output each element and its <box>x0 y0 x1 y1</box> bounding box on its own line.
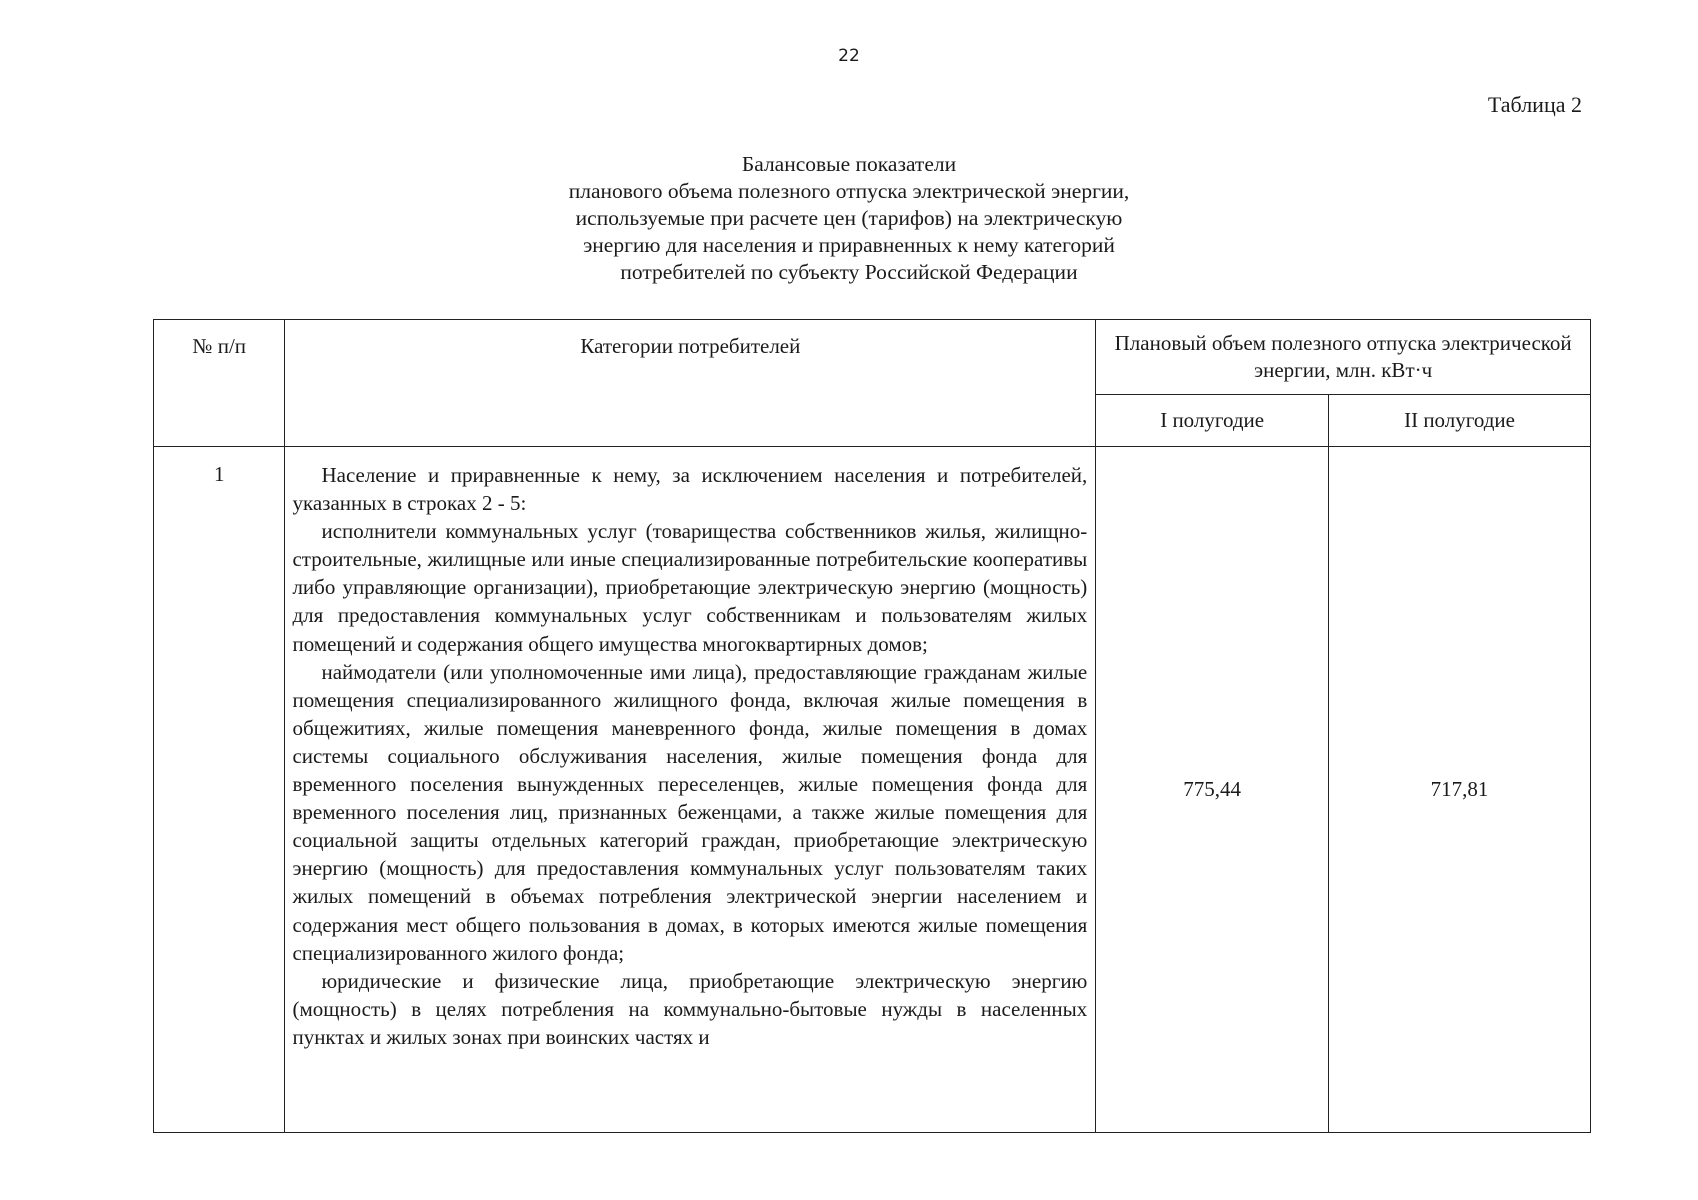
table-caption: Таблица 2 <box>1487 92 1582 117</box>
header-half-1: I полугодие <box>1096 395 1329 447</box>
page-number: 22 <box>838 46 860 66</box>
header-volume: Плановый объем полезного отпуска электрической энергии, млн. кВт·ч <box>1096 320 1591 395</box>
category-paragraph: наймодатели (или уполномоченные ими лица), предоставляющие гражданам жилые помещения специализированного жилищного фонда, включая жилые помещения в общежитиях, жилые помещения маневренного фонда, жилые помещения в домах системы социального обслуживания населения, жилые помещения фонда для временного поселения вынужденных переселенцев, жилые помещения фонда для временного поселения лиц, признанных беженцами, а также жилые помещения для социальной защиты отдельных категорий граждан, приобретающие электрическую энергию (мощность) для предоставления коммунальных услуг пользователям таких жилых помещений в объемах потребления электрической энергии населением и содержания мест общего пользования в домах, в которых имеются жилые помещения специализированного жилого фонда; <box>292 659 1088 965</box>
table-header-row <box>154 320 1591 395</box>
table-row <box>154 447 1591 1133</box>
header-category: Категории потребителей <box>285 320 1096 447</box>
title-line: используемые при расчете цен (тарифов) на электрическую <box>575 206 1123 230</box>
row-value-half-1: 775,44 <box>1096 447 1329 1133</box>
title-line: Балансовые показатели <box>741 152 957 176</box>
header-half-2: II полугодие <box>1329 395 1591 447</box>
balance-table <box>153 319 1591 1133</box>
title-line: планового объема полезного отпуска электрической энергии, <box>568 179 1130 203</box>
title-line: энергию для населения и приравненных к нему категорий <box>583 233 1115 257</box>
category-paragraph: исполнители коммунальных услуг (товарищества собственников жилья, жилищно-строительные, жилищные или иные специализированные потребительские кооперативы либо управляющие организации), приобретающие электрическую энергию (мощность) для предоставления коммунальных услуг собственникам и пользователям жилых помещений и содержания общего имущества многоквартирных домов; <box>292 519 1088 656</box>
title-line: потребителей по субъекту Российской Федерации <box>620 260 1078 284</box>
row-number: 1 <box>154 447 285 1133</box>
row-value-half-2: 717,81 <box>1329 447 1591 1133</box>
header-number: № п/п <box>154 320 285 447</box>
document-title <box>400 151 1298 286</box>
category-paragraph: Население и приравненные к нему, за исключением населения и потребителей, указанных в строках 2 - 5: <box>292 463 1088 516</box>
row-category <box>285 447 1096 1133</box>
category-paragraph: юридические и физические лица, приобретающие электрическую энергию (мощность) в целях потребления на коммунально-бытовые нужды в населенных пунктах и жилых зонах при воинских частях и <box>292 968 1088 1049</box>
